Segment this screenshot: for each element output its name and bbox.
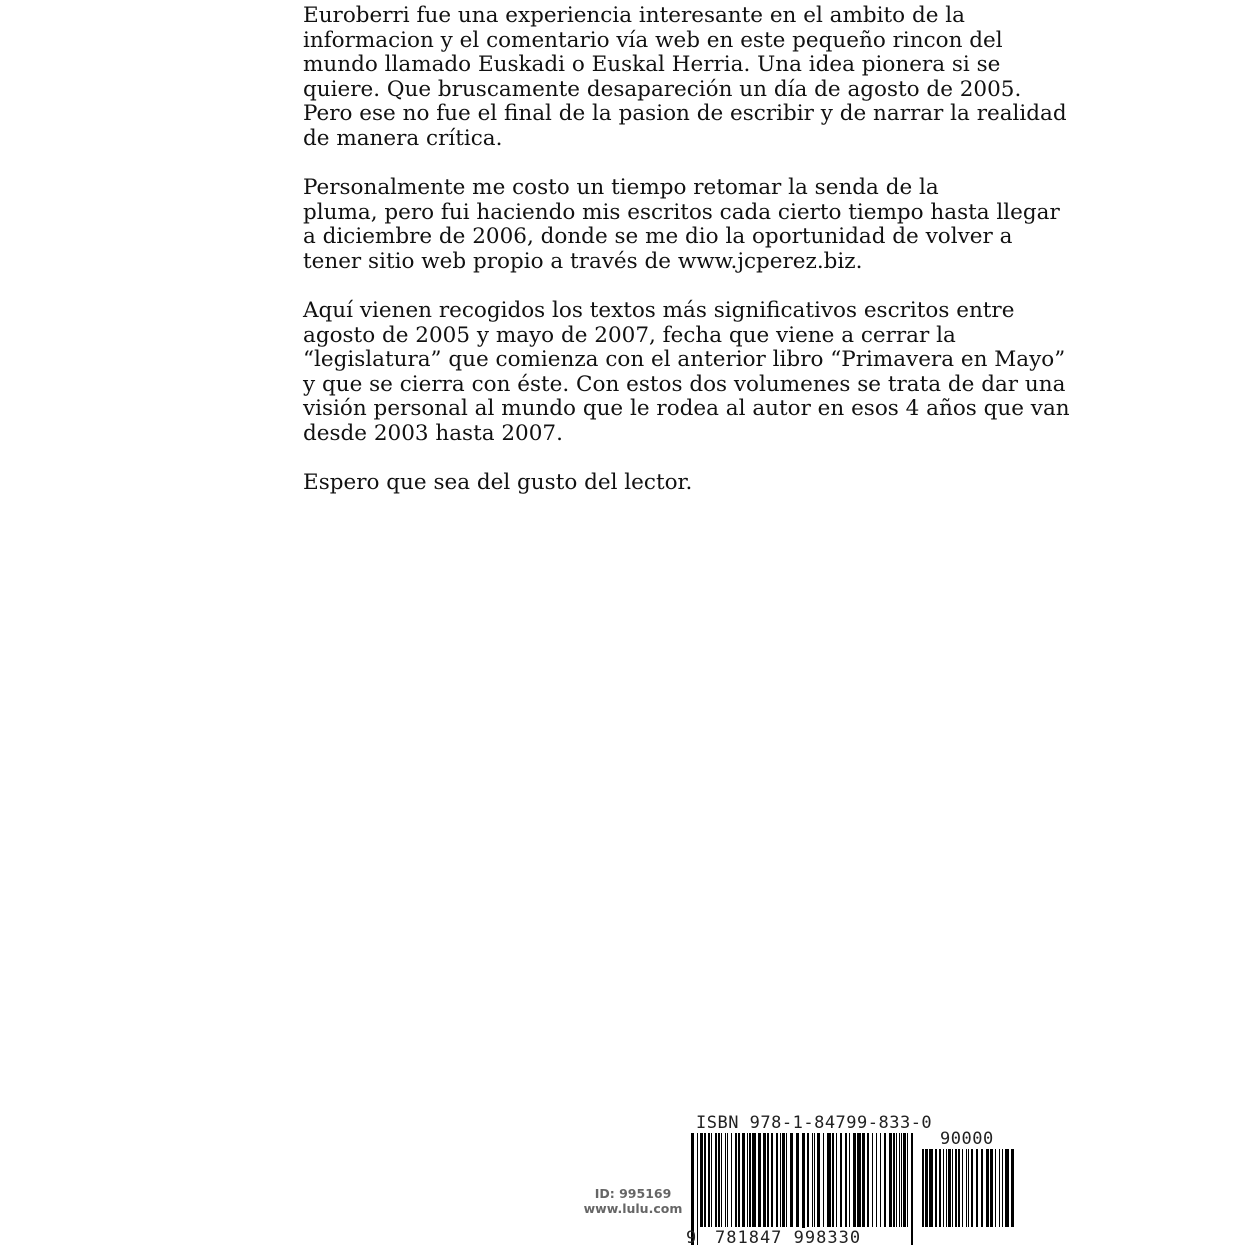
barcode-bar: [780, 1133, 781, 1227]
barcode-bar: [812, 1133, 813, 1227]
barcode-bar: [738, 1133, 740, 1227]
text-line: quiere. Que bruscamente desapareción un día de agosto de 2005.: [303, 76, 1022, 102]
barcode-bar: [896, 1133, 897, 1227]
barcode-bar: [903, 1133, 906, 1227]
barcode-bar: [727, 1133, 728, 1227]
barcode-bar: [814, 1133, 815, 1227]
barcode-bar: [767, 1133, 769, 1227]
barcode-bar: [1011, 1149, 1014, 1227]
barcode-bar: [862, 1133, 865, 1227]
barcode-bar: [981, 1149, 983, 1227]
cover-text: [247, 3, 1070, 521]
barcode-bar: [731, 1133, 732, 1227]
barcode-bar: [786, 1133, 787, 1227]
barcode-bar: [752, 1133, 756, 1227]
text-line: Pero ese no fue el final de la pasion de escribir y de narrar la realidad: [303, 101, 1067, 126]
barcode-bar: [790, 1133, 793, 1227]
barcode-bar: [711, 1133, 712, 1227]
barcode-bar: [836, 1133, 837, 1227]
paragraph-2: [247, 175, 1060, 274]
barcode-bar: [827, 1133, 831, 1227]
barcode-bar: [758, 1133, 761, 1227]
barcode-bar: [1002, 1149, 1003, 1227]
barcode-bar: [817, 1133, 820, 1227]
barcode-bar: [884, 1133, 886, 1227]
barcode-bar: [763, 1133, 766, 1227]
text-line: informacion y el comentario vía web en este pequeño rincon del: [303, 27, 1003, 53]
text-line: desde 2003 hasta 2007.: [303, 420, 563, 446]
barcode-bar: [901, 1133, 902, 1227]
addon-barcode: [922, 1149, 1017, 1245]
barcode-bar: [832, 1133, 834, 1227]
barcode-bar: [771, 1133, 773, 1227]
barcode-block: [578, 1113, 1018, 1253]
barcode-bar: [893, 1133, 895, 1227]
barcode-bar: [966, 1149, 967, 1227]
isbn-label: ISBN 978-1-84799-833-0: [696, 1113, 933, 1133]
barcode-bar: [782, 1133, 785, 1227]
text-line: Espero que sea del gusto del lector.: [303, 470, 693, 495]
text-line: visión personal al mundo que le rodea al autor en esos 4 años que van: [303, 396, 1070, 421]
barcode-bar: [704, 1133, 706, 1227]
barcode-bar: [999, 1149, 1000, 1227]
barcode-bar: [962, 1149, 963, 1227]
barcode-bar: [721, 1133, 722, 1227]
publisher-info: [578, 1186, 688, 1216]
paragraph-4: [247, 471, 1012, 496]
paragraph-3: [247, 298, 1070, 446]
barcode-bar: [872, 1133, 873, 1227]
barcode-bar: [976, 1149, 978, 1227]
barcode-bar: [971, 1149, 973, 1227]
barcode-bar: [823, 1133, 824, 1227]
publisher-url: www.lulu.com: [583, 1201, 683, 1216]
text-line: “legislatura” que comienza con el anterior libro “Primavera en Mayo”: [303, 347, 1066, 372]
barcode-bar: [911, 1133, 913, 1245]
barcode-bar: [857, 1133, 861, 1227]
barcode-bar: [968, 1149, 969, 1227]
price-code: 90000: [940, 1129, 994, 1149]
text-line: a diciembre de 2006, donde se me dio la oportunidad de volver a: [303, 224, 1013, 249]
text-line: Aquí vienen recogidos los textos más significativos escritos entre: [303, 298, 1015, 323]
barcode-bar: [876, 1133, 877, 1227]
barcode-bar: [955, 1149, 957, 1227]
text-line: y que se cierra con éste. Con estos dos volumenes se trata de dar una: [303, 371, 1066, 397]
barcode-bar: [867, 1133, 869, 1227]
text-line: Euroberri fue una experiencia interesante en el ambito de la: [303, 3, 965, 28]
barcode-bar: [929, 1149, 933, 1227]
barcode-bar: [986, 1149, 989, 1227]
barcode-bar: [749, 1133, 751, 1227]
barcode-bar: [899, 1133, 900, 1227]
barcode-bar: [725, 1133, 726, 1227]
barcode-bar: [948, 1149, 951, 1227]
text-line: agosto de 2005 y mayo de 2007, fecha que viene a cerrar la: [303, 322, 956, 348]
barcode-bar: [700, 1133, 703, 1227]
paragraph-1: [247, 3, 1067, 151]
barcode-bar: [925, 1149, 928, 1227]
barcode-bar: [845, 1133, 847, 1227]
barcode-bar: [935, 1149, 937, 1227]
barcode-bar: [718, 1133, 720, 1227]
text-line: pluma, pero fui haciendo mis escritos cada cierto tiempo hasta llegar: [303, 199, 1060, 225]
barcode-bar: [958, 1149, 960, 1227]
barcode-bar: [889, 1133, 892, 1227]
barcode-bar: [840, 1133, 842, 1227]
barcode-bar: [747, 1133, 748, 1227]
barcode-bar: [907, 1133, 908, 1227]
publisher-id: ID: 995169: [594, 1186, 672, 1201]
barcode-bar: [708, 1133, 710, 1227]
barcode-bar: [697, 1133, 698, 1245]
barcode-bar: [880, 1133, 881, 1227]
text-line: tener sitio web propio a través de www.jcperez.biz.: [303, 248, 863, 274]
barcode-bar: [735, 1133, 737, 1227]
barcode-bar: [922, 1149, 924, 1227]
barcode-bar: [1005, 1149, 1009, 1227]
barcode-bar: [952, 1149, 953, 1227]
barcode-bar: [853, 1133, 856, 1227]
barcode-bar: [939, 1149, 941, 1227]
barcode-bar: [849, 1133, 850, 1227]
ean-digits: 781847 998330: [715, 1228, 862, 1248]
barcode-bar: [946, 1149, 947, 1227]
barcode-bar: [990, 1149, 993, 1227]
text-line: de manera crítica.: [303, 125, 503, 151]
barcode-bar: [807, 1133, 809, 1227]
barcode-bar: [796, 1133, 799, 1227]
barcode-bar: [776, 1133, 778, 1227]
ean-first-digit: 9: [686, 1228, 697, 1248]
barcode-bar: [943, 1149, 944, 1227]
barcode-bar: [995, 1149, 996, 1227]
text-line: Personalmente me costo un tiempo retomar la senda de la: [303, 175, 939, 200]
barcode-bar: [715, 1133, 717, 1227]
text-line: mundo llamado Euskadi o Euskal Herria. Una idea pionera si se: [303, 52, 1001, 77]
barcode-bar: [742, 1133, 745, 1227]
